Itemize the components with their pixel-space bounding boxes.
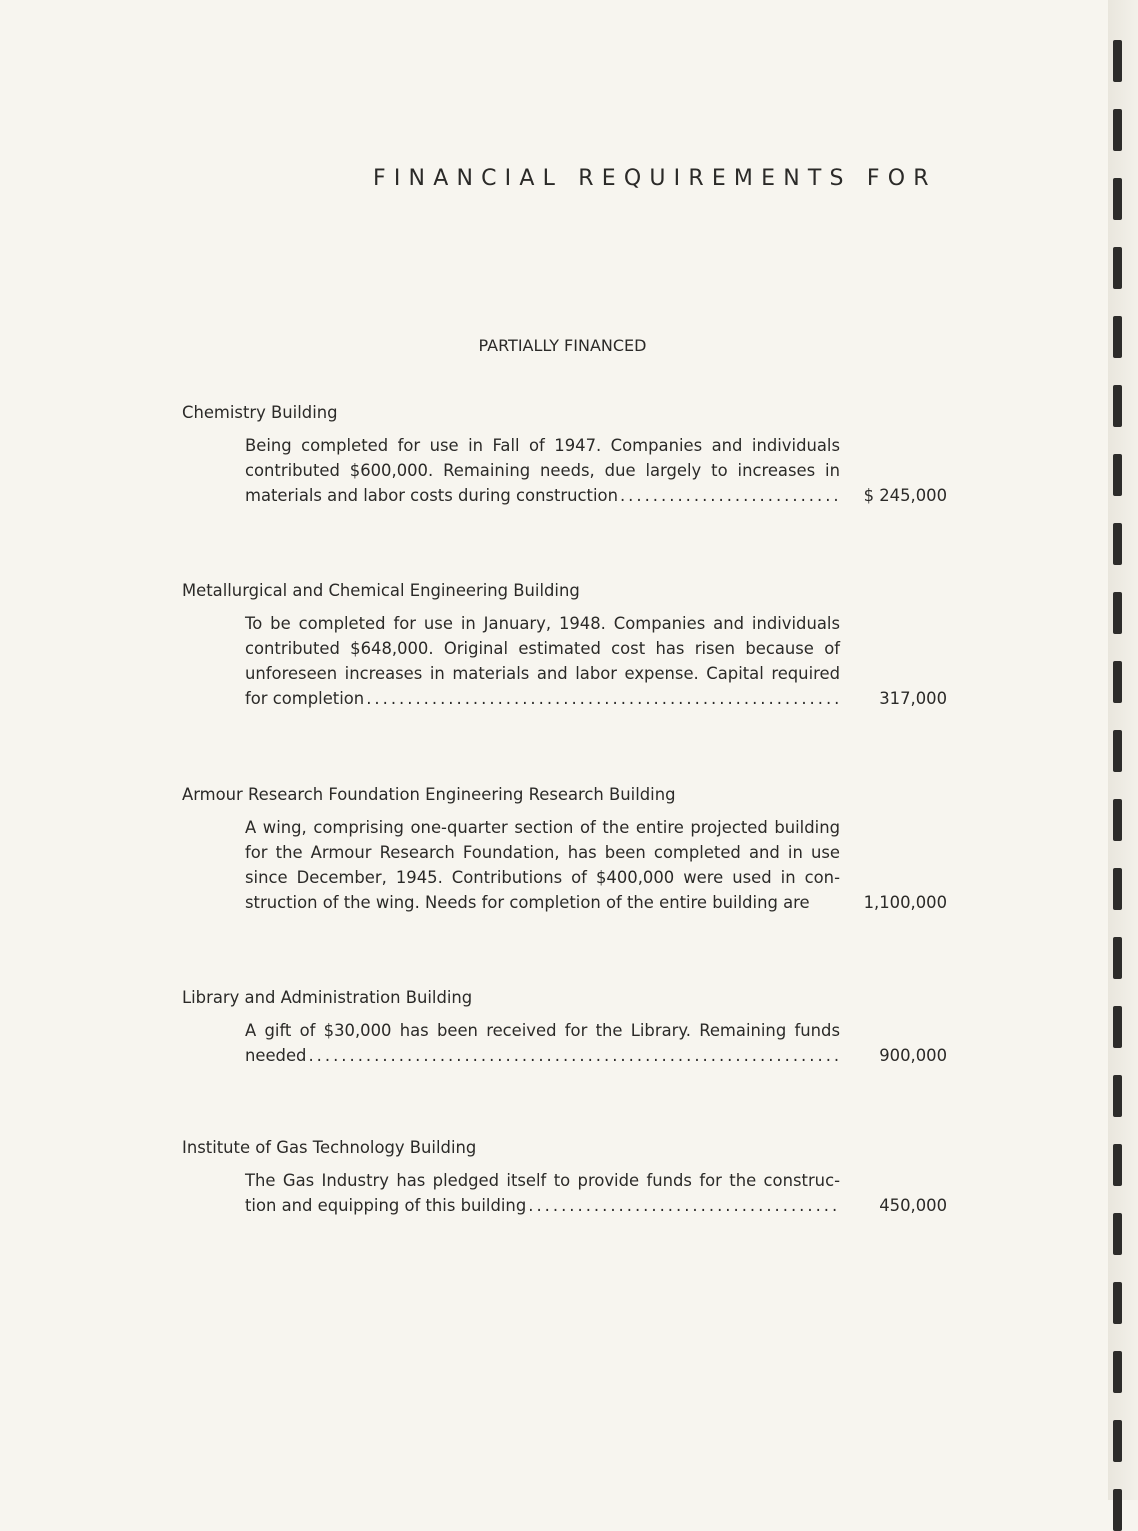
entry-heading: Armour Research Foundation Engineering Research Building: [182, 785, 676, 804]
entry-chemistry-building: [182, 400, 947, 508]
dot-leader: [366, 686, 840, 711]
binding-ring: [1113, 1144, 1122, 1186]
entry-last-line: [245, 1193, 947, 1218]
entry-amount: 1,100,000: [863, 893, 947, 912]
entry-amount: 450,000: [879, 1196, 947, 1215]
binding-ring: [1113, 1006, 1122, 1048]
binding-ring: [1113, 868, 1122, 910]
entry-last-text: needed: [245, 1046, 307, 1065]
entry-heading: Chemistry Building: [182, 403, 338, 422]
entry-last-text: materials and labor costs during construction: [245, 486, 618, 505]
entry-description: A wing, comprising one-quarter section of the entire projected building for the Armour Research Foundation, has been completed and in use since December, 1945. Contributions of $400,000 were used in con-: [245, 818, 840, 887]
entry-last-line: [245, 1043, 947, 1068]
entry-amount: 317,000: [879, 689, 947, 708]
entry-metallurgical-building: [182, 578, 947, 711]
dot-leader: [620, 483, 840, 508]
entry-description: A gift of $30,000 has been received for the Library. Remaining funds: [245, 1021, 840, 1040]
dot-leader: [308, 1043, 840, 1068]
binding-ring: [1113, 247, 1122, 289]
entry-last-text: struction of the wing. Needs for completion of the entire building are: [245, 893, 810, 912]
entry-heading: Institute of Gas Technology Building: [182, 1138, 477, 1157]
entry-library-building: [182, 985, 947, 1068]
binding-ring: [1113, 730, 1122, 772]
entry-amount: $ 245,000: [863, 486, 947, 505]
binding-ring: [1113, 454, 1122, 496]
dot-leader: [528, 1193, 840, 1218]
entry-description: To be completed for use in January, 1948. Companies and individuals contributed $648,000. Original estimated cost has risen because of unforeseen increases in materials and labor expense. Capital required: [245, 614, 840, 683]
binding-ring: [1113, 1489, 1122, 1531]
entry-last-line: [245, 890, 947, 915]
binding-ring: [1113, 523, 1122, 565]
entry-last-line: [245, 483, 947, 508]
binding-ring: [1113, 937, 1122, 979]
section-heading: PARTIALLY FINANCED: [478, 336, 647, 355]
entry-last-line: [245, 686, 947, 711]
binding-ring: [1113, 1075, 1122, 1117]
entry-amount: 900,000: [879, 1046, 947, 1065]
entry-last-text: tion and equipping of this building: [245, 1196, 527, 1215]
binding-ring: [1113, 109, 1122, 151]
entry-armour-research-building: [182, 782, 947, 915]
page-title: FINANCIAL REQUIREMENTS FOR: [373, 166, 937, 191]
binding-ring: [1113, 385, 1122, 427]
binding-ring: [1113, 799, 1122, 841]
binding-ring: [1113, 178, 1122, 220]
entry-heading: Metallurgical and Chemical Engineering Building: [182, 581, 580, 600]
binding-ring: [1113, 661, 1122, 703]
binding-ring: [1113, 1420, 1122, 1462]
binding-ring: [1113, 1282, 1122, 1324]
binding-ring: [1113, 1351, 1122, 1393]
binding-ring: [1113, 1213, 1122, 1255]
entry-heading: Library and Administration Building: [182, 988, 473, 1007]
binding-ring: [1113, 40, 1122, 82]
entry-description: Being completed for use in Fall of 1947. Companies and individuals contributed $600,000. Remaining needs, due largely to increases in: [245, 436, 840, 480]
entry-description: The Gas Industry has pledged itself to provide funds for the construc-: [245, 1171, 840, 1190]
binding-ring: [1113, 592, 1122, 634]
entry-gas-technology-building: [182, 1135, 947, 1218]
entry-last-text: for completion: [245, 689, 365, 708]
